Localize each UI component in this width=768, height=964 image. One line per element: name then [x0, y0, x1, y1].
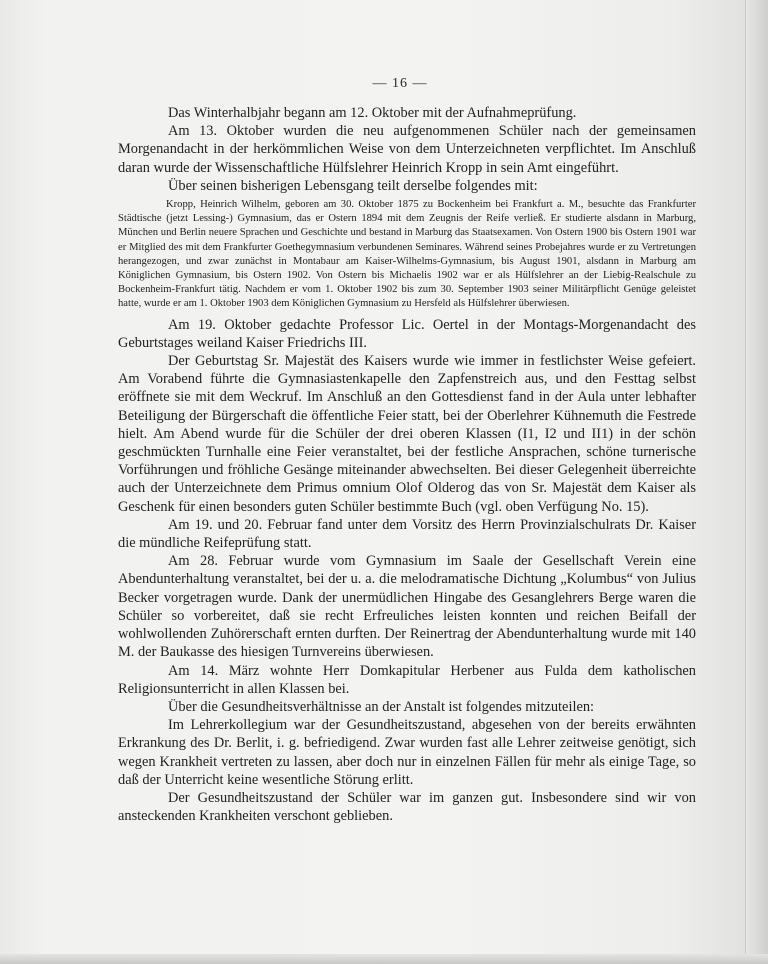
paragraph-lehrerkollegium: Im Lehrerkollegium war der Gesundheitszustand, abgesehen von der bereits erwähnten Erkrankung des Dr. Berlit, i. g. befriedigend. Zwar wurden fast alle Lehrer zeitweise genötigt, sich wegen Krankheit vertreten zu lassen, aber doch nur in einzelnen Fällen für mehr als einige Tage, so daß der Unterricht keine wesentliche Störung erlitt.	[118, 717, 696, 788]
body-text	[118, 104, 696, 825]
paragraph-gesundheit-intro: Über die Gesundheitsverhältnisse an der Anstalt ist folgendes mitzuteilen:	[168, 698, 595, 715]
page-number: — 16 —	[372, 76, 428, 91]
paragraph-abendunterhaltung: Am 28. Februar wurde vom Gymnasium im Saale der Gesellschaft Verein eine Abendunterhaltung veranstaltet, bei der u. a. die melodramatische Dichtung „Kolumbus“ von Julius Becker vorgetragen wurde. Dank der unermüdlichen Hingabe des Gesanglehrers Berge waren die Schüler so vorbereitet, daß sie recht Erfreuliches leisten konnten und reichen Beifall der wohlwollenden Zuhörerschaft ernten durften. Der Reinertrag der Abendunterhaltung wurde mit 140 M. der Baukasse des hiesigen Turnvereins überwiesen.	[118, 553, 696, 661]
paragraph-aufnahme: Am 13. Oktober wurden die neu aufgenommenen Schüler nach der gemeinsamen Morgenandacht in der herkömmlichen Weise von dem Unterzeichneten verpflichtet. Im Anschluß daran wurde der Wissenschaftliche Hülfslehrer Heinrich Kropp in sein Amt eingeführt.	[118, 123, 696, 176]
paragraph-herbener: Am 14. März wohnte Herr Domkapitular Herbener aus Fulda dem katholischen Religionsunterricht in allen Klassen bei.	[118, 662, 696, 697]
paragraph-winterhalbjahr: Das Winterhalbjahr begann am 12. Oktober mit der Aufnahmeprüfung.	[168, 105, 577, 121]
page-edge-right	[745, 0, 768, 964]
paragraph-reifepruefung: Am 19. und 20. Februar fand unter dem Vorsitz des Herrn Provinzialschulrats Dr. Kaiser die mündliche Reifeprüfung statt.	[118, 516, 696, 552]
paragraph-kropp-biography: Kropp, Heinrich Wilhelm, geboren am 30. Oktober 1875 zu Bockenheim bei Frankfurt a. M., besuchte das Frankfurter Städtische (jetzt Lessing-) Gymnasium, das er Ostern 1894 mit dem Zeugnis der Reife verließ. Er studierte alsdann in Marburg, München und Berlin neuere Sprachen und Geschichte und bestand in Marburg das Staatsexamen. Von Ostern 1900 bis Ostern 1901 war er Mitglied des mit dem Frankfurter Goethegymnasium verbundenen Seminares. Während seines Probejahres wurde er zu Vertretungen herangezogen, und zwar zunächst in Montabaur am Kaiser-Wilhelms-Gymnasium, bis August 1901, alsdann in Marburg am Königlichen Gymnasium, bis Ostern 1902. Von Ostern bis Michaelis 1902 war er als Hülfslehrer an der Liebig-Realschule zu Bockenheim-Frankfurt tätig. Nachdem er vom 1. Oktober 1902 bis zum 30. September 1903 seiner Militärpflicht Genüge geleistet hatte, wurde er am 1. Oktober 1903 dem Königlichen Gymnasium zu Hersfeld als Hülfslehrer überwiesen.	[118, 199, 696, 310]
paragraph-schueler-gesundheit: Der Gesundheitszustand der Schüler war im ganzen gut. Insbesondere sind wir von ansteckenden Krankheiten verschont geblieben.	[118, 789, 696, 825]
page-edge-bottom	[0, 954, 768, 964]
paragraph-lebensgang-intro: Über seinen bisherigen Lebensgang teilt derselbe folgendes mit:	[168, 177, 538, 194]
paragraph-oertel: Am 19. Oktober gedachte Professor Lic. Oertel in der Montags-Morgenandacht des Geburtstages weiland Kaiser Friedrichs III.	[118, 316, 696, 351]
paragraph-kaisers-geburtstag: Der Geburtstag Sr. Majestät des Kaisers wurde wie immer in festlichster Weise gefeiert. Am Vorabend führte die Gymnasiastenkapelle den Zapfenstreich aus, und den Festtag selbst eröffnete sie mit dem Weckruf. Im Anschluß an den Gottesdienst fand in der Aula unter lebhafter Beteiligung der Bürgerschaft die öffentliche Feier statt, bei der Oberlehrer Kühnemuth die Festrede hielt. Am Abend wurde für die Schüler der drei oberen Klassen (I1, I2 und II1) in der schön geschmückten Turnhalle eine Feier veranstaltet, bei der festliche Ansprachen, schöne turnerische Vorführungen und fröhliche Gesänge miteinander abwechselten. Bei dieser Gelegenheit überreichte auch der Unterzeichnete dem Primus omnium Olof Olderog das von Sr. Majestät dem Kaiser als Geschenk für einen besonders guten Schüler bestimmte Buch (vgl. oben Verfügung No. 15).	[118, 353, 696, 515]
